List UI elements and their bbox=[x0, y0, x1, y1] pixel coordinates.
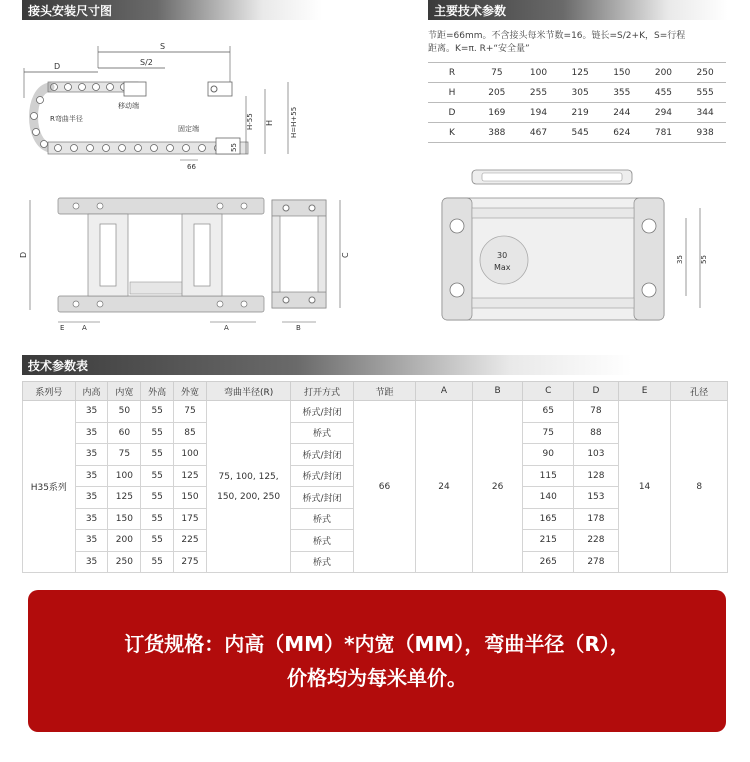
tech-table-header: 打开方式 bbox=[291, 382, 353, 401]
c-cell: 75 bbox=[523, 422, 574, 444]
tech-table-header: 内高 bbox=[75, 382, 108, 401]
outer-width-cell: 175 bbox=[174, 508, 207, 530]
spec-note bbox=[428, 30, 728, 56]
tech-table-header: D bbox=[574, 382, 619, 401]
s-half-label: S/2 bbox=[140, 58, 153, 67]
spec-cell: 467 bbox=[518, 123, 560, 143]
d-cell: 178 bbox=[574, 508, 619, 530]
spec-cell: 169 bbox=[476, 103, 518, 123]
b-label: B bbox=[296, 324, 301, 332]
v35-label: 35 bbox=[676, 255, 684, 264]
inner-width-cell: 100 bbox=[108, 465, 141, 487]
c-cell: 90 bbox=[523, 444, 574, 466]
tech-table-header: B bbox=[472, 382, 523, 401]
spec-cell: 624 bbox=[601, 123, 643, 143]
spec-table bbox=[428, 62, 726, 143]
e-cell: 14 bbox=[618, 401, 671, 573]
outer-height-cell: 55 bbox=[141, 530, 174, 552]
h-label: H bbox=[265, 119, 274, 126]
bend-radius-cell bbox=[206, 401, 290, 573]
spec-note-line2: 距离。K=π. R+“安全量” bbox=[428, 44, 530, 54]
c-cell: 115 bbox=[523, 465, 574, 487]
inner-width-cell: 60 bbox=[108, 422, 141, 444]
tech-table-header: C bbox=[523, 382, 574, 401]
c-cell: 140 bbox=[523, 487, 574, 509]
inner-width-cell: 200 bbox=[108, 530, 141, 552]
c-cell: 265 bbox=[523, 551, 574, 573]
inner-width-cell: 150 bbox=[108, 508, 141, 530]
cross-section-diagram bbox=[438, 168, 728, 328]
spec-row-label: D bbox=[428, 103, 476, 123]
spec-cell: 781 bbox=[643, 123, 685, 143]
outer-width-cell: 275 bbox=[174, 551, 207, 573]
v55b-label: 55 bbox=[700, 255, 708, 264]
open-type-cell: 桥式 bbox=[291, 422, 353, 444]
spec-note-line1: 节距=66mm。不含接头每米节数=16。链长=S/2+K，S=行程 bbox=[428, 31, 686, 41]
open-type-cell: 桥式 bbox=[291, 551, 353, 573]
inner-width-cell: 75 bbox=[108, 444, 141, 466]
inner-height-cell: 35 bbox=[75, 551, 108, 573]
pitch-cell: 66 bbox=[353, 401, 415, 573]
b-cell: 26 bbox=[472, 401, 523, 573]
outer-width-cell: 100 bbox=[174, 444, 207, 466]
d-cell: 103 bbox=[574, 444, 619, 466]
outer-height-cell: 55 bbox=[141, 487, 174, 509]
inner-width-cell: 250 bbox=[108, 551, 141, 573]
spec-row bbox=[428, 83, 726, 103]
spec-cell: 244 bbox=[601, 103, 643, 123]
bend-radius-line1: 75, 100, 125, bbox=[218, 471, 279, 482]
inner-height-cell: 35 bbox=[75, 444, 108, 466]
d2-label: D bbox=[19, 251, 28, 258]
d-cell: 128 bbox=[574, 465, 619, 487]
d-label: D bbox=[54, 62, 61, 71]
spec-cell: 100 bbox=[518, 63, 560, 83]
spec-cell: 555 bbox=[684, 83, 726, 103]
spec-cell: 205 bbox=[476, 83, 518, 103]
banner-line2: 价格均为每米单价。 bbox=[287, 666, 467, 690]
tech-table-header: 系列号 bbox=[23, 382, 76, 401]
open-type-cell: 桥式/封闭 bbox=[291, 401, 353, 423]
inner-height-cell: 35 bbox=[75, 422, 108, 444]
spec-cell: 938 bbox=[684, 123, 726, 143]
max-number: 30 bbox=[497, 251, 508, 260]
chain-front-view-diagram bbox=[20, 190, 360, 340]
spec-cell: 125 bbox=[559, 63, 601, 83]
fixed-end-label: 固定端 bbox=[178, 125, 199, 133]
move-end-label: 移动端 bbox=[118, 102, 139, 110]
inner-height-cell: 35 bbox=[75, 530, 108, 552]
a-label-right: A bbox=[224, 324, 229, 332]
inner-height-cell: 35 bbox=[75, 401, 108, 423]
spec-row bbox=[428, 103, 726, 123]
spec-row bbox=[428, 123, 726, 143]
open-type-cell: 桥式/封闭 bbox=[291, 444, 353, 466]
inner-height-cell: 35 bbox=[75, 465, 108, 487]
pitch-label: 66 bbox=[187, 163, 196, 171]
spec-cell: 344 bbox=[684, 103, 726, 123]
inner-height-cell: 35 bbox=[75, 487, 108, 509]
tech-table-header: 外高 bbox=[141, 382, 174, 401]
spec-cell: 250 bbox=[684, 63, 726, 83]
outer-width-cell: 125 bbox=[174, 465, 207, 487]
a-cell: 24 bbox=[416, 401, 473, 573]
outer-width-cell: 75 bbox=[174, 401, 207, 423]
outer-width-cell: 225 bbox=[174, 530, 207, 552]
spec-cell: 545 bbox=[559, 123, 601, 143]
open-type-cell: 桥式/封闭 bbox=[291, 465, 353, 487]
spec-cell: 219 bbox=[559, 103, 601, 123]
tech-table-header: 节距 bbox=[353, 382, 415, 401]
open-type-cell: 桥式/封闭 bbox=[291, 487, 353, 509]
outer-height-cell: 55 bbox=[141, 444, 174, 466]
series-cell: H35系列 bbox=[23, 401, 76, 573]
spec-cell: 194 bbox=[518, 103, 560, 123]
a-label-left: A bbox=[82, 324, 87, 332]
spec-row-label: R bbox=[428, 63, 476, 83]
c-cell: 215 bbox=[523, 530, 574, 552]
spec-cell: 200 bbox=[643, 63, 685, 83]
tech-table-header: 孔径 bbox=[671, 382, 728, 401]
outer-width-cell: 85 bbox=[174, 422, 207, 444]
inner-width-cell: 50 bbox=[108, 401, 141, 423]
h55-label: H-55 bbox=[246, 113, 254, 130]
hole-cell: 8 bbox=[671, 401, 728, 573]
d-cell: 88 bbox=[574, 422, 619, 444]
chain-side-view-diagram bbox=[20, 38, 310, 173]
d-cell: 153 bbox=[574, 487, 619, 509]
spec-row bbox=[428, 63, 726, 83]
c-cell: 65 bbox=[523, 401, 574, 423]
open-type-cell: 桥式 bbox=[291, 530, 353, 552]
spec-cell: 388 bbox=[476, 123, 518, 143]
spec-cell: 75 bbox=[476, 63, 518, 83]
open-type-cell: 桥式 bbox=[291, 508, 353, 530]
tech-table-header: 外宽 bbox=[174, 382, 207, 401]
spec-cell: 294 bbox=[643, 103, 685, 123]
outer-height-cell: 55 bbox=[141, 422, 174, 444]
outer-height-cell: 55 bbox=[141, 551, 174, 573]
tech-table-header: A bbox=[416, 382, 473, 401]
outer-height-cell: 55 bbox=[141, 465, 174, 487]
main-params-section-header: 主要技术参数 bbox=[428, 0, 728, 20]
d-cell: 278 bbox=[574, 551, 619, 573]
table-row bbox=[23, 401, 728, 423]
spec-cell: 455 bbox=[643, 83, 685, 103]
spec-cell: 305 bbox=[559, 83, 601, 103]
spec-cell: 355 bbox=[601, 83, 643, 103]
e-label: E bbox=[60, 324, 65, 332]
bend-radius-label: R弯曲半径 bbox=[50, 115, 83, 123]
inner-width-cell: 125 bbox=[108, 487, 141, 509]
outer-height-cell: 55 bbox=[141, 508, 174, 530]
hh55-label: H=H+55 bbox=[290, 106, 298, 138]
banner-line1: 订货规格：内高（MM）*内宽（MM），弯曲半径（R）， bbox=[124, 632, 630, 656]
tech-table-header: 内宽 bbox=[108, 382, 141, 401]
tech-table bbox=[22, 381, 728, 573]
s-label: S bbox=[160, 42, 166, 51]
inner-height-cell: 35 bbox=[75, 508, 108, 530]
tech-table-header: E bbox=[618, 382, 671, 401]
v55-label: 55 bbox=[230, 143, 238, 152]
install-section-header: 接头安装尺寸图 bbox=[22, 0, 322, 20]
spec-cell: 255 bbox=[518, 83, 560, 103]
outer-width-cell: 150 bbox=[174, 487, 207, 509]
spec-row-label: H bbox=[428, 83, 476, 103]
c-cell: 165 bbox=[523, 508, 574, 530]
outer-height-cell: 55 bbox=[141, 401, 174, 423]
c-label: C bbox=[341, 252, 350, 258]
spec-row-label: K bbox=[428, 123, 476, 143]
tech-table-header: 弯曲半径(R) bbox=[206, 382, 290, 401]
tech-table-section-header: 技术参数表 bbox=[22, 355, 632, 375]
d-cell: 228 bbox=[574, 530, 619, 552]
bend-radius-line2: 150, 200, 250 bbox=[217, 491, 281, 502]
order-spec-banner bbox=[28, 590, 726, 732]
d-cell: 78 bbox=[574, 401, 619, 423]
spec-cell: 150 bbox=[601, 63, 643, 83]
max-text: Max bbox=[494, 263, 511, 272]
